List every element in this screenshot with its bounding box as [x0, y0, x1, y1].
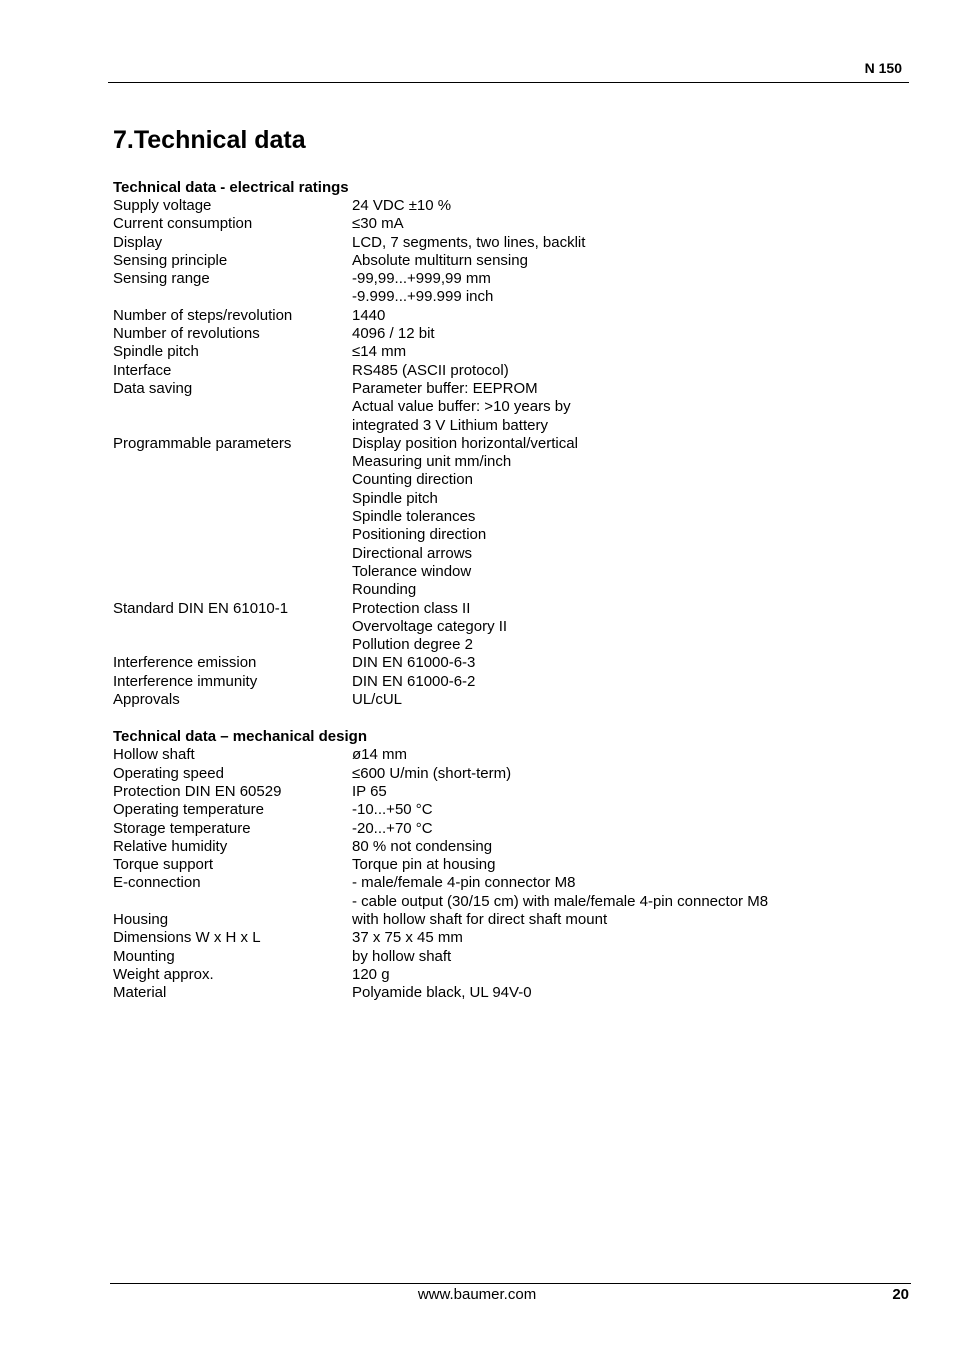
spec-values	[352, 984, 903, 1002]
spec-row	[113, 838, 903, 856]
spec-label: Torque support	[113, 856, 214, 874]
spec-value: with hollow shaft for direct shaft mount	[352, 910, 608, 928]
spec-row	[113, 215, 903, 233]
spec-row	[113, 435, 903, 600]
spec-value: Directional arrows	[352, 544, 473, 562]
spec-value: 37 x 75 x 45 mm	[352, 929, 463, 947]
spec-row	[113, 929, 903, 947]
spec-value: Spindle tolerances	[352, 508, 476, 526]
spec-label: Housing	[113, 910, 169, 928]
spec-value: 1440	[352, 306, 386, 324]
spec-values	[352, 948, 903, 966]
spec-value: - cable output (30/15 cm) with male/female 4-pin connector M8	[352, 892, 769, 910]
spec-label: E-connection	[113, 874, 201, 892]
spec-values	[352, 197, 903, 215]
spec-row	[113, 783, 903, 801]
spec-label: Interference emission	[113, 654, 257, 672]
spec-label: Number of revolutions	[113, 325, 260, 343]
technical-data-content	[113, 178, 903, 1002]
spec-label: Operating speed	[113, 764, 224, 782]
spec-value: - male/female 4-pin connector M8	[352, 874, 576, 892]
section-heading: Technical data - electrical ratings	[113, 179, 349, 196]
spec-values	[352, 746, 903, 764]
spec-values	[352, 765, 903, 783]
spec-value: Rounding	[352, 581, 417, 599]
spec-values	[352, 691, 903, 709]
spec-row	[113, 654, 903, 672]
spec-value: 24 VDC ±10 %	[352, 197, 452, 214]
spec-values	[352, 874, 903, 911]
spec-value: UL/cUL	[352, 691, 403, 709]
spec-value: ≤14 mm	[352, 343, 407, 361]
footer-url: www.baumer.com	[417, 1286, 537, 1303]
spec-value: Actual value buffer: >10 years by	[352, 398, 571, 416]
spec-label: Protection DIN EN 60529	[113, 782, 282, 800]
spec-value: Polyamide black, UL 94V-0	[352, 984, 532, 1002]
spec-label: Hollow shaft	[113, 746, 195, 764]
spec-section	[113, 727, 903, 1002]
spec-value: Tolerance window	[352, 562, 472, 580]
spec-values	[352, 380, 903, 435]
section-heading: Technical data – mechanical design	[113, 728, 367, 746]
spec-value: ø14 mm	[352, 746, 408, 764]
spec-values	[352, 215, 903, 233]
spec-values	[352, 362, 903, 380]
spec-value: Measuring unit mm/inch	[352, 453, 512, 471]
footer-divider	[110, 1283, 911, 1284]
spec-label: Display	[113, 233, 163, 251]
spec-row	[113, 362, 903, 380]
spec-values	[352, 966, 903, 984]
spec-row	[113, 270, 903, 307]
spec-row	[113, 673, 903, 691]
spec-label: Interface	[113, 361, 172, 379]
spec-value: Positioning direction	[352, 526, 487, 544]
spec-value: Spindle pitch	[352, 489, 438, 507]
spec-value: -9.999...+99.999 inch	[352, 288, 494, 306]
spec-values	[352, 838, 903, 856]
spec-label: Sensing range	[113, 270, 210, 288]
spec-values	[352, 307, 903, 325]
spec-value: DIN EN 61000-6-3	[352, 654, 476, 672]
spec-row	[113, 691, 903, 709]
spec-values	[352, 673, 903, 691]
header-divider	[108, 82, 909, 83]
spec-value: Overvoltage category II	[352, 617, 508, 635]
spec-value: 120 g	[352, 965, 390, 983]
spec-row	[113, 380, 903, 435]
header-model: N 150	[864, 60, 902, 76]
spec-value: IP 65	[352, 782, 387, 800]
spec-values	[352, 929, 903, 947]
spec-row	[113, 746, 903, 764]
spec-value: RS485 (ASCII protocol)	[352, 361, 509, 379]
spec-row	[113, 966, 903, 984]
spec-value: Pollution degree 2	[352, 636, 473, 654]
spec-label: Interference immunity	[113, 672, 258, 690]
spec-row	[113, 197, 903, 215]
spec-row	[113, 856, 903, 874]
spec-row	[113, 234, 903, 252]
spec-row	[113, 765, 903, 783]
spec-label: Mounting	[113, 947, 175, 965]
spec-value: -20...+70 °C	[352, 819, 433, 837]
spec-label: Data saving	[113, 379, 193, 397]
spec-values	[352, 252, 903, 270]
spec-values	[352, 325, 903, 343]
spec-label: Approvals	[113, 691, 180, 709]
spec-label: Current consumption	[113, 215, 253, 233]
spec-row	[113, 820, 903, 838]
spec-row	[113, 252, 903, 270]
spec-row	[113, 600, 903, 655]
spec-label: Programmable parameters	[113, 434, 292, 452]
spec-row	[113, 874, 903, 911]
spec-values	[352, 911, 903, 929]
spec-value: Absolute multiturn sensing	[352, 251, 528, 269]
spec-value: Parameter buffer: EEPROM	[352, 379, 538, 397]
spec-row	[113, 325, 903, 343]
spec-label: Supply voltage	[113, 197, 212, 214]
spec-value: -10...+50 °C	[352, 801, 433, 819]
spec-row	[113, 984, 903, 1002]
spec-value: by hollow shaft	[352, 947, 452, 965]
spec-values	[352, 783, 903, 801]
spec-values	[352, 801, 903, 819]
spec-label: Material	[113, 984, 167, 1002]
spec-label: Sensing principle	[113, 251, 228, 269]
spec-value: -99,99...+999,99 mm	[352, 270, 491, 288]
spec-values	[352, 234, 903, 252]
spec-values	[352, 435, 903, 600]
spec-value: 80 % not condensing	[352, 837, 493, 855]
spec-label: Operating temperature	[113, 801, 264, 819]
spec-value: Display position horizontal/vertical	[352, 434, 578, 452]
spec-values	[352, 270, 903, 307]
spec-label: Number of steps/revolution	[113, 306, 293, 324]
spec-values	[352, 600, 903, 655]
page-number: 20	[892, 1286, 909, 1303]
spec-value: 4096 / 12 bit	[352, 325, 435, 343]
spec-values	[352, 343, 903, 361]
spec-value: integrated 3 V Lithium battery	[352, 416, 548, 434]
spec-value: LCD, 7 segments, two lines, backlit	[352, 233, 586, 251]
spec-value: Counting direction	[352, 471, 473, 489]
spec-label: Standard DIN EN 61010-1	[113, 599, 289, 617]
spec-value: Protection class II	[352, 599, 471, 617]
spec-label: Relative humidity	[113, 837, 228, 855]
spec-values	[352, 856, 903, 874]
spec-values	[352, 654, 903, 672]
spec-values	[352, 820, 903, 838]
spec-row	[113, 343, 903, 361]
spec-value: ≤30 mA	[352, 215, 404, 233]
spec-row	[113, 948, 903, 966]
spec-row	[113, 801, 903, 819]
spec-label: Storage temperature	[113, 819, 251, 837]
spec-row	[113, 911, 903, 929]
spec-section	[113, 178, 903, 709]
spec-value: Torque pin at housing	[352, 856, 496, 874]
spec-label: Weight approx.	[113, 965, 214, 983]
spec-label: Spindle pitch	[113, 343, 199, 361]
page-title: 7.Technical data	[113, 126, 306, 154]
spec-label: Dimensions W x H x L	[113, 929, 261, 947]
spec-value: ≤600 U/min (short-term)	[352, 764, 512, 782]
spec-row	[113, 307, 903, 325]
spec-value: DIN EN 61000-6-2	[352, 672, 476, 690]
